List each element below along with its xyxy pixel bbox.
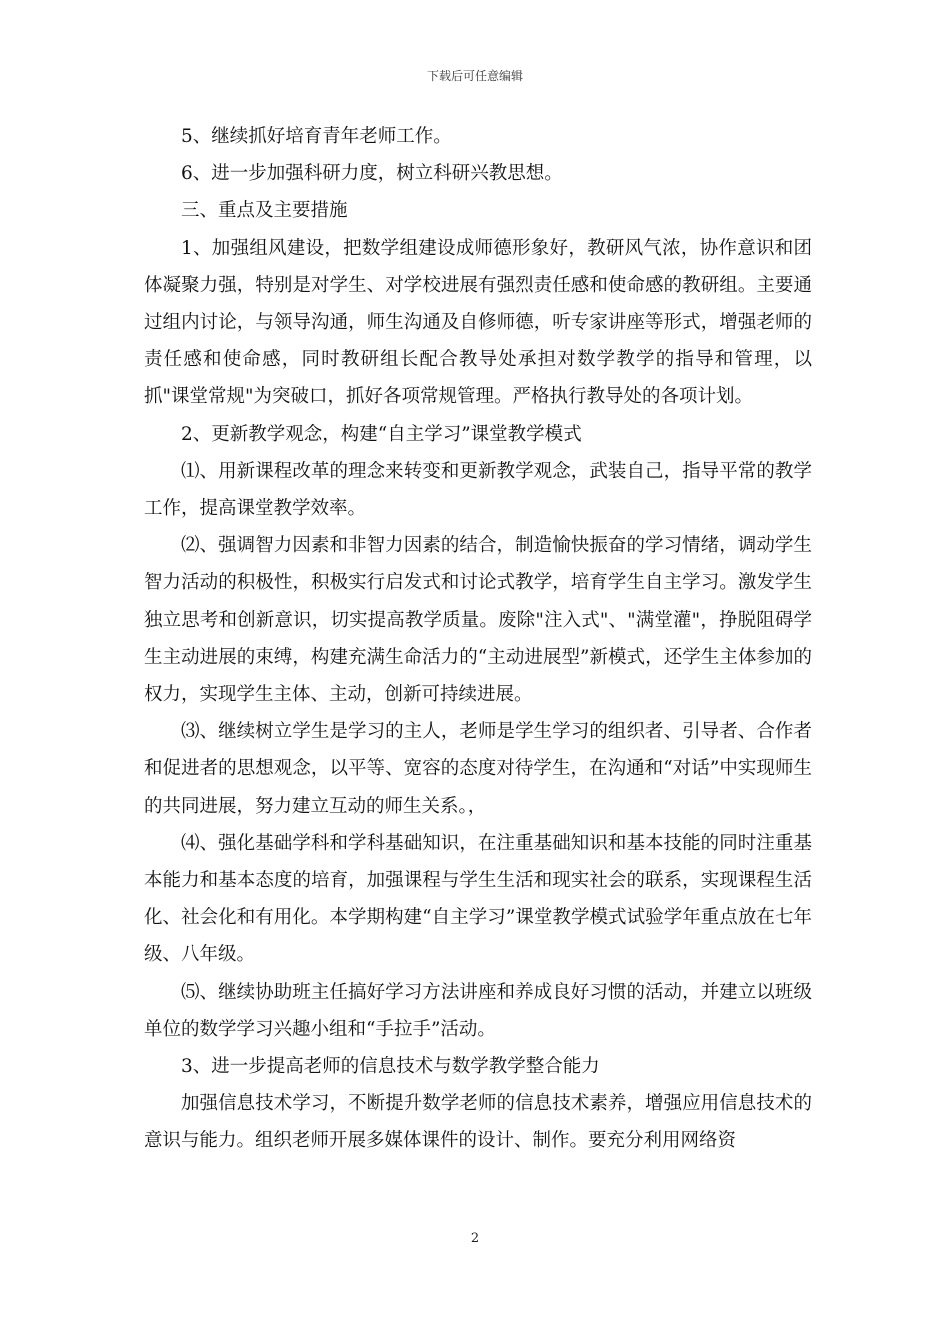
document-body (144, 118, 812, 1160)
page-header: 下载后可任意编辑 (426, 69, 523, 83)
page-number: 2 (470, 1231, 480, 1246)
subsection-heading-3: 3、进一步提高老师的信息技术与数学教学整合能力 (181, 1056, 600, 1078)
paragraph-7: ⑵、强调智力因素和非智力因素的结合，制造愉快振奋的学习情绪，调动学生智力活动的积极性，积极实行启发式和讨论式教学，培育学生自主学习。激发学生独立思考和创新意识，切实提高教学质量。废除"注入式"、"满堂灌"，挣脱阻碍学生主动进展的束缚，构建充满生命活力的“主动进展型”新模式，还学生主体参加的权力，实现学生主体、主动，创新可持续进展。 (144, 535, 812, 706)
subsection-heading-2: 2、更新教学观念，构建“自主学习”课堂教学模式 (181, 423, 582, 445)
paragraph-4: 1、加强组风建设，把数学组建设成师德形象好，教研风气浓，协作意识和团体凝聚力强，特别是对学生、对学校进展有强烈责任感和使命感的教研组。主要通过组内讨论，与领导沟通，师生沟通及自修师德，听专家讲座等形式，增强老师的责任感和使命感，同时教研组长配合教导处承担对数学教学的指导和管理，以抓"课堂常规"为突破口，抓好各项常规管理。严格执行教导处的各项计划。 (144, 237, 812, 408)
section-heading: 三、重点及主要措施 (181, 200, 348, 222)
paragraph-8: ⑶、继续树立学生是学习的主人，老师是学生学习的组织者、引导者、合作者和促进者的思想观念，以平等、宽容的态度对待学生，在沟通和“对话”中实现师生的共同进展，努力建立互动的师生关系。， (144, 721, 812, 817)
paragraph-10: ⑸、继续协助班主任搞好学习方法讲座和养成良好习惯的活动，并建立以班级单位的数学学习兴趣小组和“手拉手”活动。 (144, 981, 812, 1040)
paragraph-12: 加强信息技术学习，不断提升数学老师的信息技术素养，增强应用信息技术的意识与能力。组织老师开展多媒体课件的设计、制作。要充分利用网络资 (144, 1093, 812, 1152)
paragraph-9: ⑷、强化基础学科和学科基础知识，在注重基础知识和基本技能的同时注重基本能力和基本态度的培育，加强课程与学生生活和现实社会的联系，实现课程生活化、社会化和有用化。本学期构建“自主学习”课堂教学模式试验学年重点放在七年级、八年级。 (144, 832, 812, 966)
paragraph-2: 6、进一步加强科研力度，树立科研兴教思想。 (181, 163, 563, 185)
paragraph-6: ⑴、用新课程改革的理念来转变和更新教学观念，武装自己，指导平常的教学工作，提高课堂教学效率。 (144, 460, 812, 520)
paragraph-1: 5、继续抓好培育青年老师工作。 (181, 126, 452, 147)
